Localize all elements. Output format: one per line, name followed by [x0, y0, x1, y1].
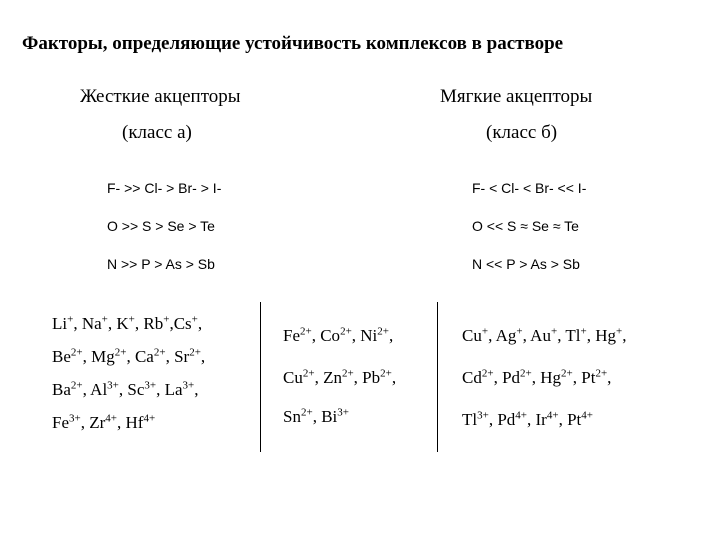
hard-ions-line: Li+, Na+, K+, Rb+,Cs+,	[52, 313, 203, 333]
soft-ions-line: $Tl^{3+}$, $Pd^{4+}$, $Ir^{4+}$, $Pt^{4+}$	[462, 409, 593, 429]
hard-ions-line: $Fe^{3+}$, $Zr^{4+}$, $Hf^{4+}$	[52, 412, 156, 432]
soft-chalcogens-series: O << S ≈ Se ≈ Te	[472, 218, 579, 234]
hard-ions-line: $Ba^{2+}$, $Al^{3+}$, $Sc^{3+}$, $La^{3+}$,	[52, 379, 199, 399]
borderline-ions-line: $Cu^{2+}$, $Zn^{2+}$, $Pb^{2+}$,	[283, 367, 397, 387]
soft-ions-line: $Cd^{2+}$, $Pd^{2+}$, $Hg^{2+}$, $Pt^{2+}$,	[462, 367, 612, 387]
borderline-ions-line: $Sn^{2+}$, $Bi^{3+}$	[283, 406, 349, 426]
soft-ions-line: Cu+, Ag+, Au+, Tl+, Hg+,	[462, 325, 627, 345]
divider-left	[260, 302, 261, 452]
soft-halides-series: F- < Cl- < Br- << I-	[472, 180, 587, 196]
borderline-ions-line: $Fe^{2+}$, $Co^{2+}$, $Ni^{2+}$,	[283, 325, 394, 345]
hard-pnictogens-series: N >> P > As > Sb	[107, 256, 215, 272]
hard-class-label: (класс а)	[122, 122, 192, 143]
soft-acceptors-heading: Мягкие акцепторы	[440, 86, 593, 107]
page-title: Факторы, определяющие устойчивость комплексов в растворе	[22, 33, 564, 54]
divider-right	[437, 302, 438, 452]
hard-ions-line: $Be^{2+}$, $Mg^{2+}$, $Ca^{2+}$, $Sr^{2+}$,	[52, 346, 206, 366]
hard-acceptors-heading: Жесткие акцепторы	[80, 86, 241, 107]
hard-halides-series: F- >> Cl- > Br- > I-	[107, 180, 222, 196]
soft-class-label: (класс б)	[486, 122, 558, 143]
soft-pnictogens-series: N << P > As > Sb	[472, 256, 580, 272]
hard-chalcogens-series: O >> S > Se > Te	[107, 218, 215, 234]
